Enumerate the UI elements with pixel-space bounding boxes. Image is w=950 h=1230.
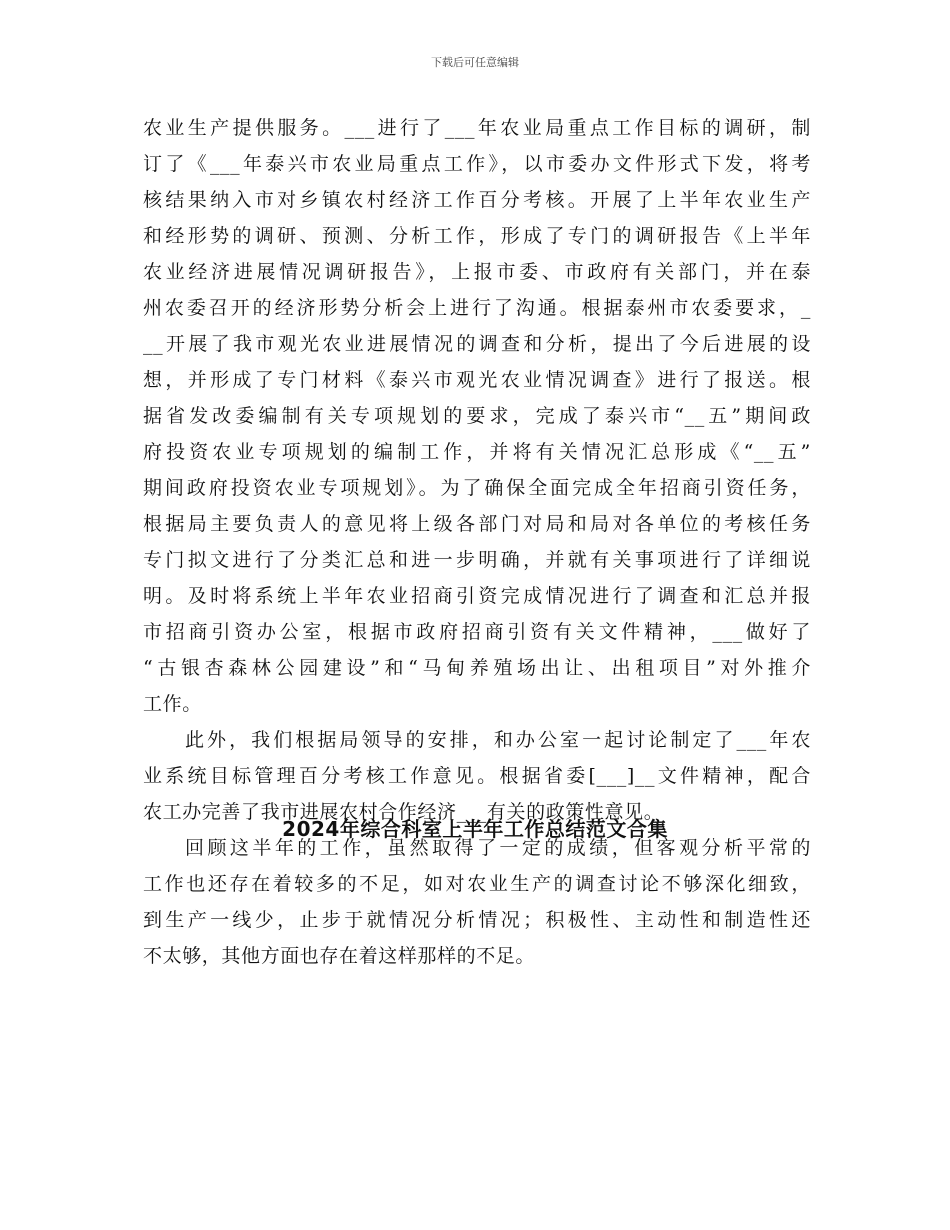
page-header-note: 下载后可任意编辑	[431, 56, 519, 69]
text-line: 不太够，其他方面也存在着这样那样的不足。	[143, 945, 536, 967]
text-line: 业系统目标管理百分考核工作意见。根据省委[___]__文件精神，配合	[143, 765, 811, 787]
text-line: 根据局主要负责人的意见将上级各部门对局和局对各单位的考核任务	[143, 513, 811, 535]
paragraph	[143, 830, 811, 974]
body-text	[143, 110, 811, 974]
text-line: 农业经济进展情况调研报告》，上报市委、市政府有关部门，并在泰	[143, 261, 811, 283]
text-line: 农业生产提供服务。___进行了___年农业局重点工作目标的调研，制	[143, 117, 811, 139]
text-line: 工作也还存在着较多的不足，如对农业生产的调查讨论不够深化细致，	[143, 873, 811, 895]
text-line: 想，并形成了专门材料《泰兴市观光农业情况调查》进行了报送。根	[143, 369, 811, 391]
text-line: 工作。	[143, 693, 202, 715]
text-line: 到生产一线少，止步于就情况分析情况；积极性、主动性和制造性还	[143, 909, 811, 931]
paragraph	[143, 110, 811, 722]
text-line: “古银杏森林公园建设”和“马甸养殖场出让、出租项目”对外推介	[143, 657, 811, 679]
text-line: 和经形势的调研、预测、分析工作，形成了专门的调研报告《上半年	[143, 225, 811, 247]
text-line: 州农委召开的经济形势分析会上进行了沟通。根据泰州市农委要求，_	[143, 297, 811, 319]
text-line: __开展了我市观光农业进展情况的调查和分析，提出了今后进展的设	[143, 333, 811, 355]
text-line: 专门拟文进行了分类汇总和进一步明确，并就有关事项进行了详细说	[143, 549, 811, 571]
text-line: 此外，我们根据局领导的安排，和办公室一起讨论制定了___年农	[185, 729, 811, 751]
text-line: 明。及时将系统上半年农业招商引资完成情况进行了调查和汇总并报	[143, 585, 811, 607]
text-line: 据省发改委编制有关专项规划的要求，完成了泰兴市“__五”期间政	[143, 405, 811, 427]
section-heading: 2024年综合科室上半年工作总结范文合集	[282, 817, 668, 841]
text-line: 农工办完善了我市进展农村合作经济___有关的政策性意见。	[143, 801, 664, 823]
text-line: 期间政府投资农业专项规划》。为了确保全面完成全年招商引资任务，	[143, 477, 811, 499]
text-line: 府投资农业专项规划的编制工作，并将有关情况汇总形成《“__五”	[143, 441, 811, 463]
text-line: 订了《___年泰兴市农业局重点工作》，以市委办文件形式下发，将考	[143, 153, 811, 175]
text-line: 市招商引资办公室，根据市政府招商引资有关文件精神，___做好了	[143, 621, 811, 643]
text-line: 核结果纳入市对乡镇农村经济工作百分考核。开展了上半年农业生产	[143, 189, 811, 211]
text-line: 回顾这半年的工作，虽然取得了一定的成绩，但客观分析平常的	[185, 837, 811, 859]
